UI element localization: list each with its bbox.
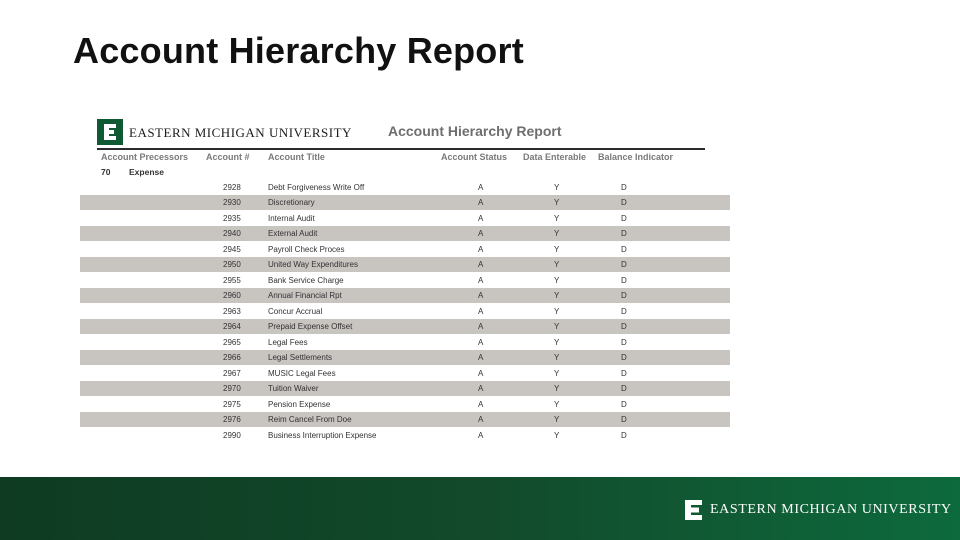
- table-row: [80, 195, 730, 211]
- account-status: A: [478, 322, 484, 331]
- account-number: 2950: [223, 260, 241, 269]
- data-enterable: Y: [554, 229, 560, 238]
- data-enterable: Y: [554, 182, 560, 192]
- account-number: 2928: [223, 182, 241, 192]
- account-number: 2976: [223, 415, 241, 424]
- account-status: A: [478, 384, 484, 393]
- col-header-account-precessors: Account Precessors: [101, 152, 189, 162]
- col-header-account-status: Account Status: [441, 152, 508, 162]
- account-status: A: [478, 430, 484, 440]
- col-header-balance-indicator: Balance Indicator: [598, 152, 674, 162]
- account-number: 2970: [223, 384, 241, 393]
- table-row: [80, 288, 730, 304]
- report-header: [97, 118, 705, 150]
- report-university-name: EASTERN MICHIGAN UNIVERSITY: [129, 125, 352, 140]
- footer-bar: [0, 477, 960, 540]
- account-status: A: [478, 399, 484, 409]
- balance-indicator: D: [621, 213, 627, 223]
- balance-indicator: D: [621, 322, 627, 331]
- account-title: Concur Accrual: [268, 306, 323, 316]
- data-enterable: Y: [554, 260, 560, 269]
- balance-indicator: D: [621, 244, 627, 254]
- account-title: Legal Settlements: [268, 353, 333, 362]
- account-number: 2966: [223, 353, 241, 362]
- balance-indicator: D: [621, 182, 627, 192]
- account-title: MUSIC Legal Fees: [268, 368, 336, 378]
- report-table: [80, 179, 730, 443]
- account-number: 2935: [223, 213, 241, 223]
- account-title: Bank Service Charge: [268, 275, 344, 285]
- data-enterable: Y: [554, 322, 560, 331]
- table-row: [80, 334, 730, 350]
- account-number: 2990: [223, 430, 241, 440]
- data-enterable: Y: [554, 244, 560, 254]
- group-code: 70: [101, 167, 111, 177]
- account-status: A: [478, 368, 484, 378]
- account-status: A: [478, 415, 484, 424]
- table-row: [80, 350, 730, 366]
- account-status: A: [478, 244, 484, 254]
- account-status: A: [478, 275, 484, 285]
- balance-indicator: D: [621, 306, 627, 316]
- balance-indicator: D: [621, 353, 627, 362]
- account-title: Annual Financial Rpt: [268, 291, 342, 300]
- balance-indicator: D: [621, 291, 627, 300]
- balance-indicator: D: [621, 275, 627, 285]
- data-enterable: Y: [554, 213, 560, 223]
- account-status: A: [478, 229, 484, 238]
- table-row: [80, 396, 730, 412]
- table-row: [80, 412, 730, 428]
- balance-indicator: D: [621, 229, 627, 238]
- account-title: Discretionary: [268, 198, 315, 207]
- balance-indicator: D: [621, 399, 627, 409]
- account-title: Internal Audit: [268, 213, 315, 223]
- account-status: A: [478, 260, 484, 269]
- balance-indicator: D: [621, 430, 627, 440]
- data-enterable: Y: [554, 368, 560, 378]
- table-row: [80, 303, 730, 319]
- account-status: A: [478, 198, 484, 207]
- table-row: [80, 272, 730, 288]
- account-status: A: [478, 182, 484, 192]
- account-number: 2975: [223, 399, 241, 409]
- account-number: 2945: [223, 244, 241, 254]
- account-title: Pension Expense: [268, 399, 331, 409]
- footer-university-name: EASTERN MICHIGAN UNIVERSITY: [710, 502, 952, 517]
- balance-indicator: D: [621, 337, 627, 347]
- table-row: [80, 427, 730, 443]
- data-enterable: Y: [554, 415, 560, 424]
- account-status: A: [478, 306, 484, 316]
- col-header-account-number: Account #: [206, 152, 250, 162]
- account-number: 2955: [223, 275, 241, 285]
- data-enterable: Y: [554, 430, 560, 440]
- account-title: Debt Forgiveness Write Off: [268, 182, 365, 192]
- report-title: Account Hierarchy Report: [388, 123, 562, 139]
- account-number: 2960: [223, 291, 241, 300]
- table-row: [80, 179, 730, 195]
- table-row: [80, 241, 730, 257]
- account-title: External Audit: [268, 229, 318, 238]
- account-number: 2930: [223, 198, 241, 207]
- table-row: [80, 257, 730, 273]
- table-row: [80, 226, 730, 242]
- report-image: [80, 115, 730, 445]
- account-status: A: [478, 291, 484, 300]
- data-enterable: Y: [554, 384, 560, 393]
- data-enterable: Y: [554, 306, 560, 316]
- account-title: Reim Cancel From Doe: [268, 415, 352, 424]
- account-title: Business Interruption Expense: [268, 430, 377, 440]
- emu-logo-icon: [684, 500, 703, 520]
- data-enterable: Y: [554, 275, 560, 285]
- table-row: [80, 381, 730, 397]
- balance-indicator: D: [621, 384, 627, 393]
- balance-indicator: D: [621, 198, 627, 207]
- account-title: Payroll Check Proces: [268, 244, 345, 254]
- account-number: 2964: [223, 322, 241, 331]
- account-status: A: [478, 353, 484, 362]
- account-title: Prepaid Expense Offset: [268, 322, 353, 331]
- balance-indicator: D: [621, 260, 627, 269]
- account-title: Legal Fees: [268, 337, 308, 347]
- col-header-account-title: Account Title: [268, 152, 325, 162]
- data-enterable: Y: [554, 399, 560, 409]
- account-title: United Way Expenditures: [268, 260, 358, 269]
- account-status: A: [478, 337, 484, 347]
- data-enterable: Y: [554, 353, 560, 362]
- group-name: Expense: [129, 167, 164, 177]
- account-number: 2965: [223, 337, 241, 347]
- table-row: [80, 210, 730, 226]
- data-enterable: Y: [554, 291, 560, 300]
- account-number: 2967: [223, 368, 241, 378]
- data-enterable: Y: [554, 337, 560, 347]
- emu-logo-icon: [97, 119, 123, 145]
- slide-title: Account Hierarchy Report: [73, 30, 524, 71]
- account-status: A: [478, 213, 484, 223]
- data-enterable: Y: [554, 198, 560, 207]
- account-title: Tuition Waiver: [268, 384, 319, 393]
- account-number: 2940: [223, 229, 241, 238]
- table-row: [80, 319, 730, 335]
- balance-indicator: D: [621, 415, 627, 424]
- balance-indicator: D: [621, 368, 627, 378]
- table-row: [80, 365, 730, 381]
- col-header-data-enterable: Data Enterable: [523, 152, 587, 162]
- account-number: 2963: [223, 306, 241, 316]
